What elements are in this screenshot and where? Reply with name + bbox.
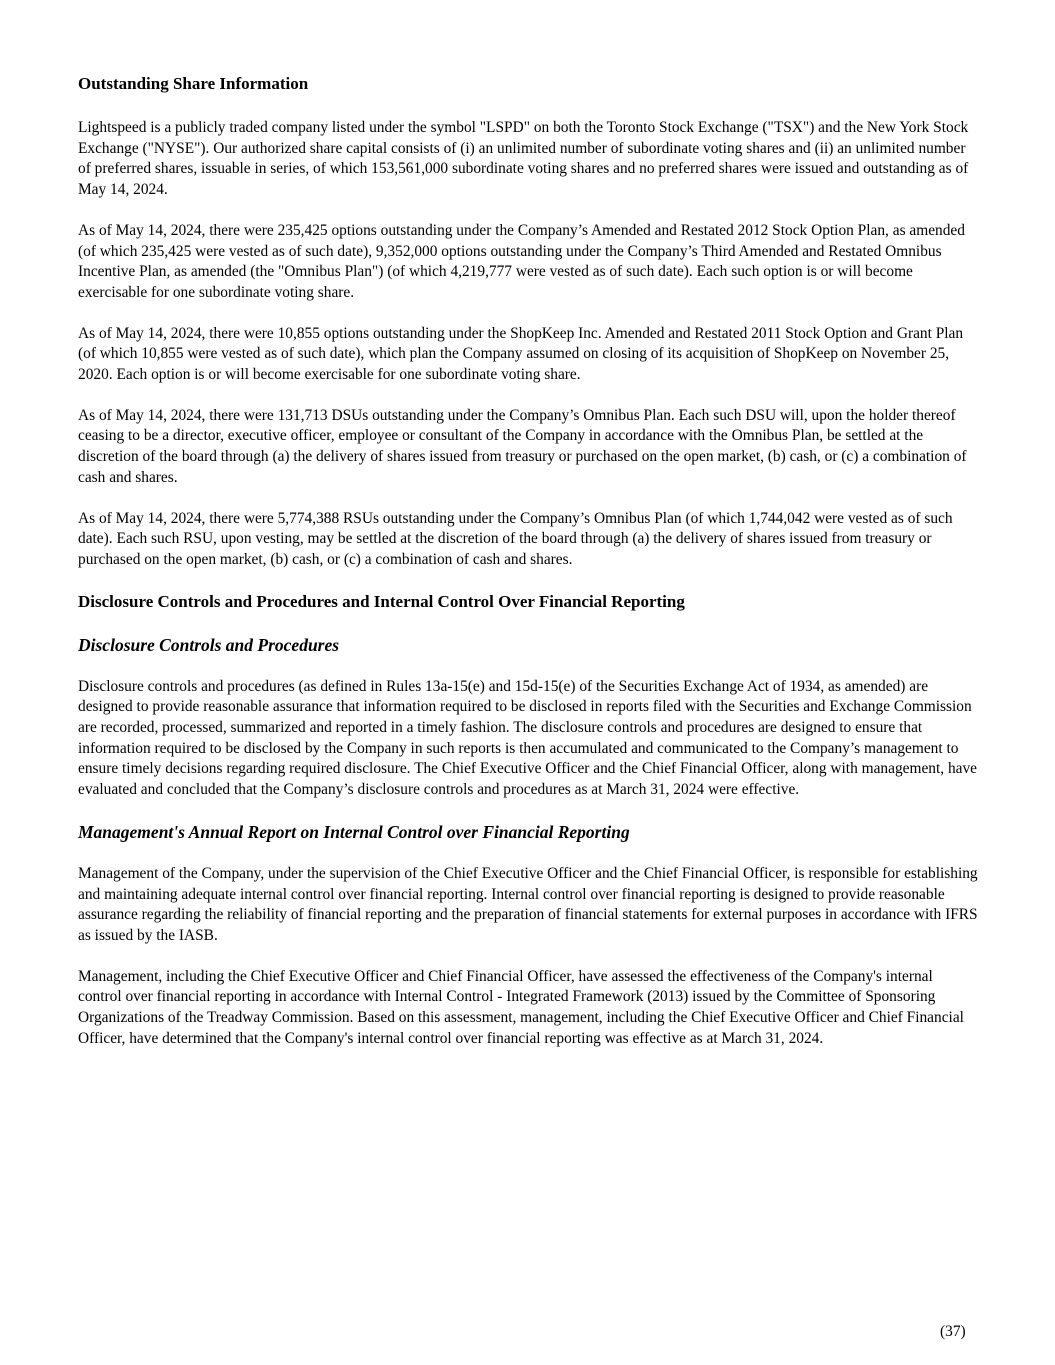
- document-page: [78, 73, 980, 1050]
- disclosure-controls-paragraph: Disclosure controls and procedures (as defined in Rules 13a-15(e) and 15d-15(e) of the Securities Exchange Act of 1934, as amended) are designed to provide reasonable assurance that information required to be disclosed in reports filed with the Securities and Exchange Commission are recorded, processed, summarized and reported in a timely fashion. The disclosure controls and procedures are designed to ensure that information required to be disclosed by the Company in such reports is then accumulated and communicated to the Company’s management to ensure timely decisions regarding required disclosure. The Chief Executive Officer and the Chief Financial Officer, along with management, have evaluated and concluded that the Company’s disclosure controls and procedures as at March 31, 2024 were effective.: [78, 677, 978, 799]
- management-assessment-paragraph: Management, including the Chief Executive Officer and Chief Financial Officer, have assessed the effectiveness of the Company's internal control over financial reporting in accordance with Internal Control - Integrated Framework (2013) issued by the Committee of Sponsoring Organizations of the Treadway Commission. Based on this assessment, management, including the Chief Executive Officer and Chief Financial Officer, have determined that the Company's internal control over financial reporting was effective as at March 31, 2024.: [78, 967, 964, 1047]
- management-report-heading: Management's Annual Report on Internal Control over Financial Reporting: [78, 821, 630, 842]
- disclosure-section-heading: Disclosure Controls and Procedures and Internal Control Over Financial Reporting: [78, 591, 685, 611]
- dsu-paragraph: As of May 14, 2024, there were 131,713 DSUs outstanding under the Company’s Omnibus Plan. Each such DSU will, upon the holder thereof ceasing to be a director, executive officer, employee or consultant of the Company in accordance with the Omnibus Plan, be settled at the discretion of the board through (a) the delivery of shares issued from treasury or purchased on the open market, (b) cash, or (c) a combination of cash and shares.: [78, 406, 967, 486]
- disclosure-controls-heading: Disclosure Controls and Procedures: [78, 634, 340, 655]
- outstanding-share-heading: Outstanding Share Information: [78, 74, 309, 93]
- shopkeep-options-paragraph: As of May 14, 2024, there were 10,855 options outstanding under the ShopKeep Inc. Amended and Restated 2011 Stock Option and Grant Plan (of which 10,855 were vested as of such date), which plan the Company assumed on closing of its acquisition of ShopKeep on November 25, 2020. Each option is or will become exercisable for one subordinate voting share.: [78, 324, 964, 384]
- management-responsibility-paragraph: Management of the Company, under the supervision of the Chief Executive Officer and the Chief Financial Officer, is responsible for establishing and maintaining adequate internal control over financial reporting. Internal control over financial reporting is designed to provide reasonable assurance regarding the reliability of financial reporting and the preparation of financial statements for external purposes in accordance with IFRS as issued by the IASB.: [78, 864, 978, 944]
- share-capital-paragraph: Lightspeed is a publicly traded company listed under the symbol "LSPD" on both the Toronto Stock Exchange ("TSX") and the New York Stock Exchange ("NYSE"). Our authorized share capital consists of (i) an unlimited number of subordinate voting shares and (ii) an unlimited number of preferred shares, issuable in series, of which 153,561,000 subordinate voting shares and no preferred shares were issued and outstanding as of May 14, 2024.: [78, 119, 969, 199]
- stock-options-paragraph: As of May 14, 2024, there were 235,425 options outstanding under the Company’s Amended and Restated 2012 Stock Option Plan, as amended (of which 235,425 were vested as of such date), 9,352,000 options outstanding under the Company’s Third Amended and Restated Omnibus Incentive Plan, as amended (the "Omnibus Plan") (of which 4,219,777 were vested as of such date). Each such option is or will become exercisable for one subordinate voting share.: [78, 221, 965, 301]
- page-number: (37): [940, 1323, 966, 1340]
- rsu-paragraph: As of May 14, 2024, there were 5,774,388 RSUs outstanding under the Company’s Omnibus Plan (of which 1,744,042 were vested as of such date). Each such RSU, upon vesting, may be settled at the discretion of the board through (a) the delivery of shares issued from treasury or purchased on the open market, (b) cash, or (c) a combination of cash and shares.: [78, 509, 953, 568]
